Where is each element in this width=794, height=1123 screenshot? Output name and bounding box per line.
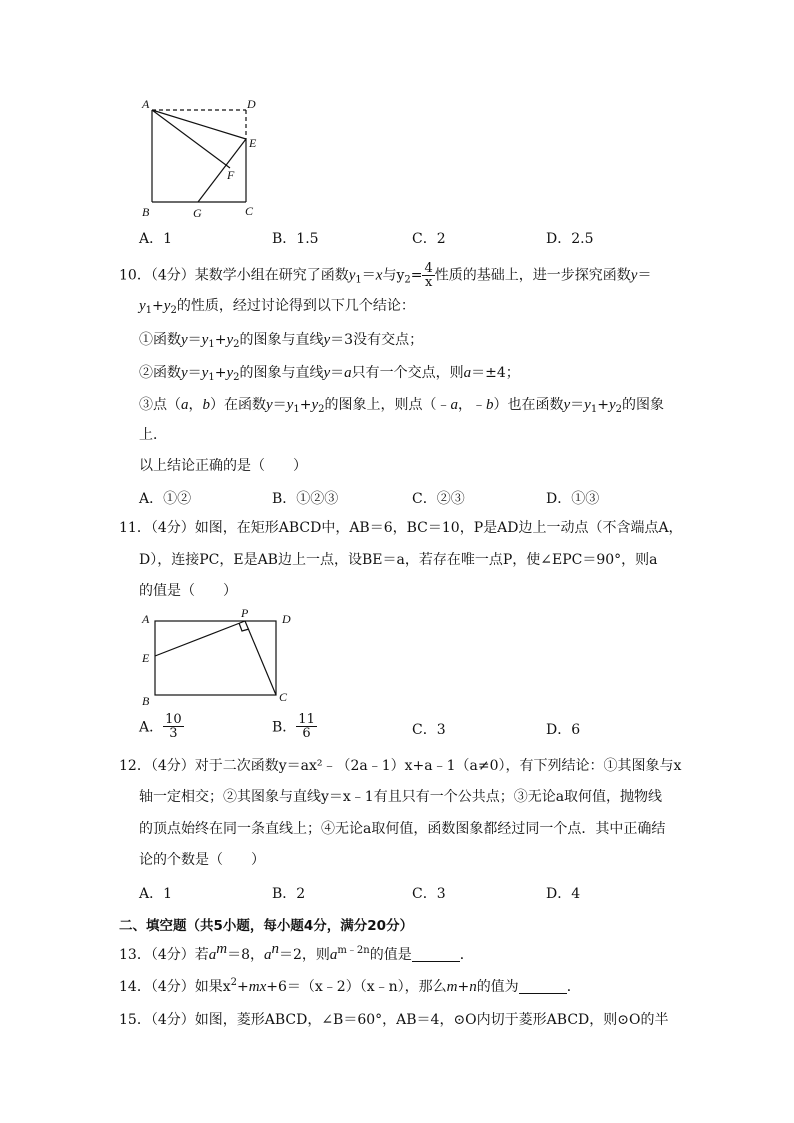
q10-option-a: A．①② — [139, 491, 192, 507]
q10-frac-den: x — [424, 275, 433, 290]
fig9-label-e: E — [249, 136, 257, 150]
fig9-label-a: A — [142, 97, 150, 111]
q10-option-d: D．①③ — [546, 491, 600, 507]
fig11-label-e: E — [142, 651, 150, 665]
q10-line1: 10．（4分）某数学小组在研究了函数$y_1=x$与$y_2=$ $\frac{4}{x}$ 性质的基础上，进一步探究函数y＝ — [119, 261, 652, 290]
q12-line3: 的顶点始终在同一条直线上；④无论a取何值，函数图象都经过同一个点．其中正确结 — [139, 821, 666, 837]
q9-option-b: B．1.5 — [272, 231, 319, 247]
q11-line1: 11．（4分）如图，在矩形ABCD中，AB＝6，BC＝10，P是AD边上一动点（不含端点A， — [119, 520, 683, 536]
q10-line2: $y_1+y_2$的性质，经过讨论得到以下几个结论： — [139, 298, 415, 316]
q12-option-d: D．4 — [546, 886, 581, 902]
q10-frac-num: 4 — [424, 261, 433, 276]
fig11-label-p: P — [241, 606, 249, 620]
q11-option-c: C．3 — [412, 722, 446, 738]
fig11-label-a: A — [142, 612, 150, 626]
q9-option-d: D．2.5 — [546, 231, 594, 247]
fig9-label-b: B — [142, 205, 150, 219]
fig11-label-c: C — [279, 690, 288, 704]
fig11-label-d: D — [282, 612, 291, 626]
fig9-label-c: C — [245, 204, 254, 218]
q9-option-c: C．2 — [412, 231, 446, 247]
q11-option-a: A． $\frac{10}{3}$ — [139, 712, 182, 741]
q12-option-b: B．2 — [272, 886, 306, 902]
q10-statement-2: ②函数$y=y_1+y_2$的图象与直线y＝a只有一个交点，则a＝±4； — [139, 365, 520, 383]
q12-line1: 12．（4分）对于二次函数y＝ax²﹣（2a﹣1）x+a﹣1（a≠0），有下列结论：①其图象与x — [119, 758, 682, 774]
q14-line: 14．（4分）如果$x^2+mx+6=(x﹣2)(x﹣n)$，那么m+n的值为 ． — [119, 977, 581, 995]
fig9-label-d: D — [247, 97, 256, 111]
q10-statement-1: ①函数$y=y_1+y_2$的图象与直线y＝3没有交点； — [139, 332, 424, 350]
q12-option-a: A．1 — [139, 886, 173, 902]
q13-line: 13．（4分）若$a^m=8$，$a^n=2$，则$a^{m﹣2n}$的值是 ． — [119, 941, 474, 963]
q11-option-d: D．6 — [546, 722, 581, 738]
q10-statement-3-cont: 上． — [139, 427, 167, 443]
q9-option-a: A．1 — [139, 231, 173, 247]
q10-ask: 以上结论正确的是（ ） — [139, 458, 307, 474]
q13-answer-blank — [412, 947, 460, 962]
fig11-label-b: B — [142, 694, 150, 708]
q12-option-c: C．3 — [412, 886, 446, 902]
q11-line3: 的值是（ ） — [139, 583, 237, 599]
q10-option-b: B．①②③ — [272, 491, 339, 507]
q11-figure — [135, 605, 305, 710]
q12-line2: 轴一定相交；②其图象与直线y＝x﹣1有且只有一个公共点；③无论a取何值，抛物线 — [139, 789, 663, 805]
q11-line2: D），连接PC，E是AB边上一点，设BE＝a，若存在唯一点P，使∠EPC＝90°，则a — [139, 552, 658, 568]
fig9-label-g: G — [193, 206, 202, 220]
q11-option-b: B． $\frac{11}{6}$ — [272, 712, 315, 741]
q9-figure — [135, 92, 270, 222]
q10-statement-3: ③点（a，b）在函数$y=y_1+y_2$的图象上，则点（﹣a，﹣b）也在函数$y=y_1+y_2$的图象 — [139, 397, 664, 415]
q14-answer-blank — [519, 979, 567, 994]
q15-line: 15．（4分）如图，菱形ABCD，∠B＝60°，AB＝4，⊙O内切于菱形ABCD，则⊙O的半 — [119, 1012, 669, 1028]
q10-option-c: C．②③ — [412, 491, 465, 507]
fig9-label-f: F — [227, 168, 235, 182]
q12-line4: 论的个数是（ ） — [139, 852, 265, 868]
section-heading-fill-in: 二、填空题（共5小题，每小题4分，满分20分） — [119, 918, 414, 934]
